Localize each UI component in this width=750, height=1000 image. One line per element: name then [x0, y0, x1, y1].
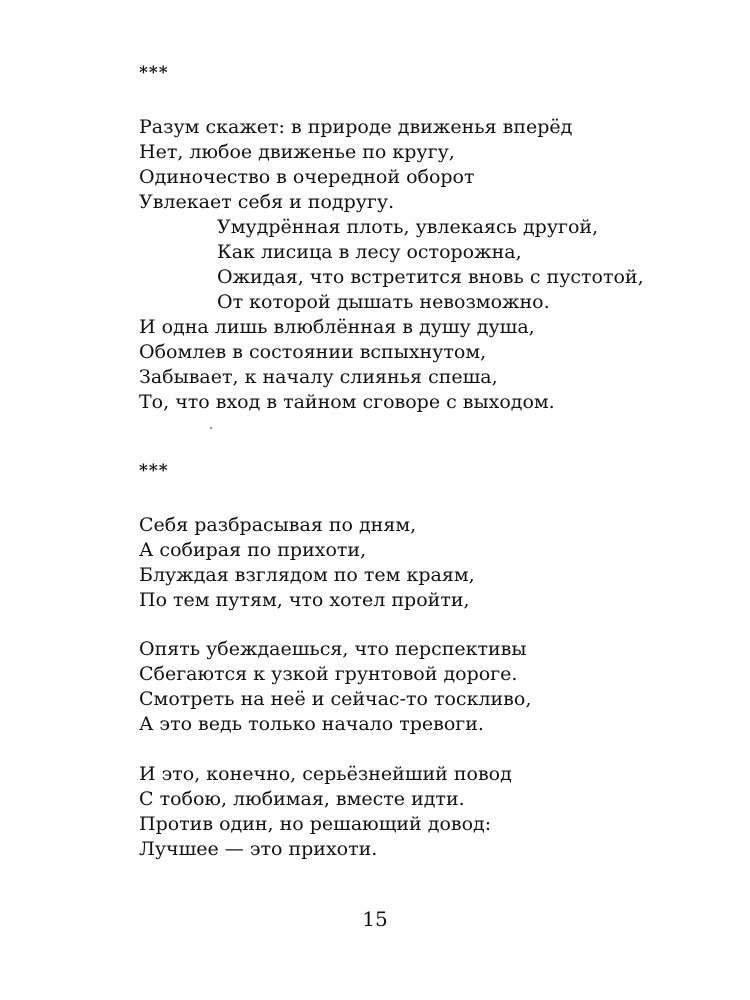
- poem-line-indented: Как лисица в лесу осторожна,: [217, 241, 522, 263]
- poem-line: И одна лишь влюблённая в душу душа,: [139, 316, 535, 338]
- poem-line: Нет, любое движенье по кругу,: [139, 141, 455, 163]
- poem-line: Обомлев в состоянии вспыхнутом,: [139, 341, 487, 363]
- poem-2-stanza-3: [139, 762, 512, 862]
- print-speck: [210, 427, 212, 429]
- poem-line-indented: Умудрённая плоть, увлекаясь другой,: [217, 216, 599, 238]
- poem-2-stanza-1: [139, 513, 475, 613]
- poem-line: Лучшее — это прихоти.: [139, 838, 378, 860]
- poem-line-indented: Ожидая, что встретится вновь с пустотой,: [217, 266, 644, 288]
- poem-line: Одиночество в очередной оборот: [139, 166, 475, 188]
- page-number: 15: [362, 907, 388, 931]
- poem-line: Против один, но решающий довод:: [139, 813, 492, 835]
- poem-2-stanza-2: [139, 637, 531, 737]
- poem-1-separator: ***: [139, 63, 169, 83]
- poem-line-indented: От которой дышать невозможно.: [217, 291, 550, 313]
- poem-line: Опять убеждаешься, что перспективы: [139, 638, 527, 660]
- poem-2-separator: ***: [139, 461, 169, 481]
- poem-line: А собирая по прихоти,: [139, 539, 367, 561]
- poem-line: С тобою, любимая, вместе идти.: [139, 788, 465, 810]
- poem-line: Себя разбрасывая по дням,: [139, 514, 417, 536]
- poem-line: И это, конечно, серьёзнейший повод: [139, 763, 512, 785]
- poem-line: Увлекает себя и подругу.: [139, 191, 395, 213]
- poem-line: Блуждая взглядом по тем краям,: [139, 564, 475, 586]
- poem-line: Забывает, к началу слиянья спеша,: [139, 366, 498, 388]
- poem-line: Сбегаются к узкой грунтовой дороге.: [139, 663, 518, 685]
- poem-line: То, что вход в тайном сговоре с выходом.: [139, 391, 555, 413]
- poem-line: По тем путям, что хотел пройти,: [139, 589, 470, 611]
- poem-line: Разум скажет: в природе движенья вперёд: [139, 116, 573, 138]
- poem-line: Смотреть на неё и сейчас-то тоскливо,: [139, 688, 532, 710]
- poem-line: А это ведь только начало тревоги.: [139, 713, 484, 735]
- poem-1: [139, 115, 644, 415]
